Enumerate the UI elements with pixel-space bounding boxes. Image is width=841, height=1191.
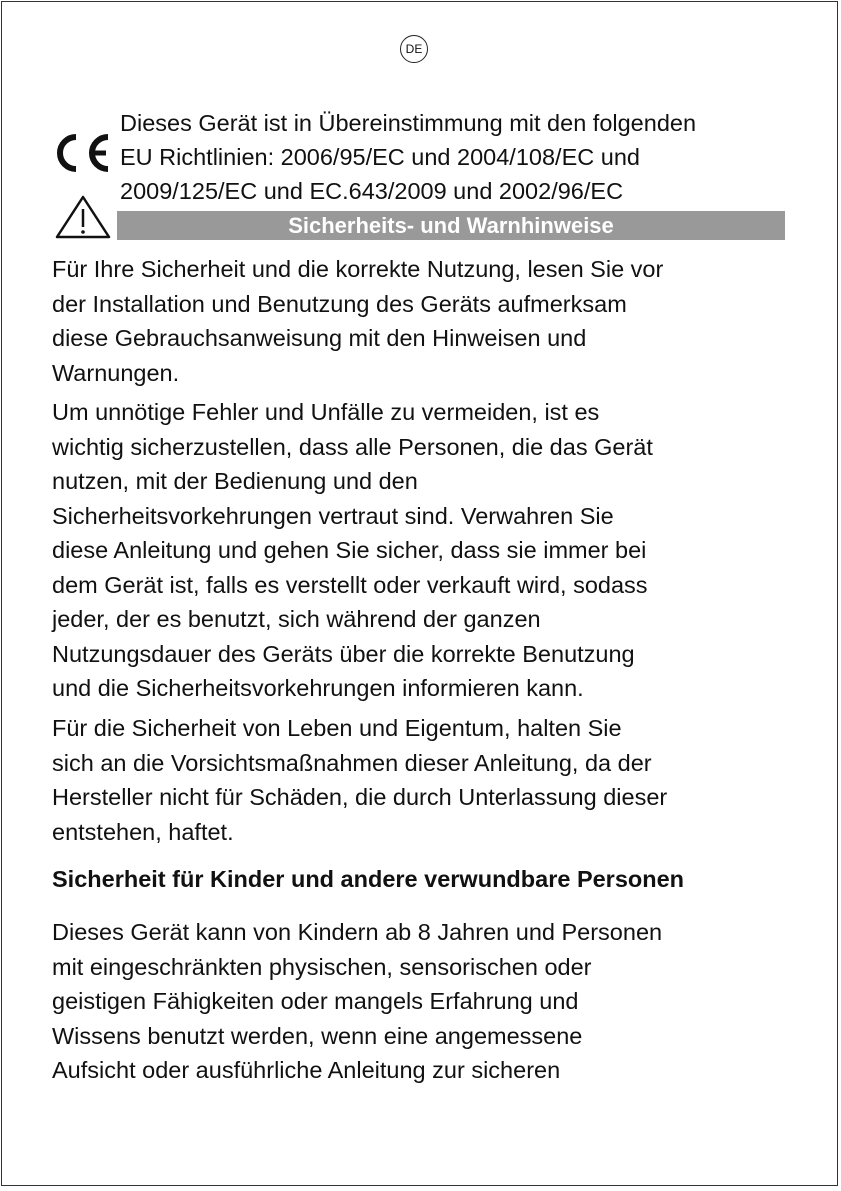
paragraph-line: entstehen, haftet. — [52, 818, 234, 845]
paragraph-line: nutzen, mit der Bedienung und den — [52, 468, 418, 494]
paragraph-line: dem Gerät ist, falls es verstellt oder verkauft wird, sodass — [52, 571, 648, 598]
compliance-line: 2009/125/EC und EC.643/2009 und 2002/96/EC — [120, 178, 624, 204]
warning-triangle-icon — [54, 194, 112, 240]
paragraph-line: Warnungen. — [52, 359, 180, 386]
paragraph-line: Für die Sicherheit von Leben und Eigentum, halten Sie — [52, 715, 622, 741]
paragraph-line: jeder, der es benutzt, sich während der ganzen — [52, 606, 541, 632]
paragraph-line: Wissens benutzt werden, wenn eine angemessene — [52, 1022, 583, 1049]
paragraph-liability — [52, 711, 812, 849]
ce-mark-icon — [50, 132, 112, 174]
paragraph-line: und die Sicherheitsvorkehrungen informieren kann. — [52, 675, 584, 701]
paragraph-line: Dieses Gerät kann von Kindern ab 8 Jahren und Personen — [52, 919, 663, 945]
paragraph-line: diese Anleitung und gehen Sie sicher, dass sie immer bei — [52, 537, 647, 563]
paragraph-line: Hersteller nicht für Schäden, die durch Unterlassung dieser — [52, 784, 668, 810]
paragraph-line: Um unnötige Fehler und Unfälle zu vermeiden, ist es — [52, 399, 600, 425]
paragraph-avoid-errors — [52, 395, 812, 706]
compliance-line: Dieses Gerät ist in Übereinstimmung mit den folgenden — [120, 110, 697, 136]
paragraph-line: sich an die Vorsichtsmaßnahmen dieser Anleitung, da der — [52, 749, 652, 776]
paragraph-line: mit eingeschränkten physischen, sensorischen oder — [52, 953, 592, 980]
compliance-line: EU Richtlinien: 2006/95/EC und 2004/108/EC und — [120, 144, 640, 170]
paragraph-line: Nutzungsdauer des Geräts über die korrekte Benutzung — [52, 640, 635, 667]
children-safety-heading: Sicherheit für Kinder und andere verwundbare Personen — [52, 866, 685, 892]
paragraph-line: Für Ihre Sicherheit und die korrekte Nutzung, lesen Sie vor — [52, 256, 664, 282]
section-title-bar: Sicherheits- und Warnhinweise — [117, 211, 785, 240]
compliance-statement — [120, 106, 820, 208]
language-badge: DE — [400, 35, 428, 63]
paragraph-line: der Installation und Benutzung des Geräts aufmerksam — [52, 290, 627, 317]
paragraph-safety-intro — [52, 252, 812, 390]
paragraph-line: diese Gebrauchsanweisung mit den Hinweisen und — [52, 325, 587, 351]
paragraph-line: geistigen Fähigkeiten oder mangels Erfahrung und — [52, 988, 579, 1014]
paragraph-line: wichtig sicherzustellen, dass alle Personen, die das Gerät — [52, 433, 653, 460]
paragraph-line: Aufsicht oder ausführliche Anleitung zur sicheren — [52, 1057, 561, 1083]
paragraph-line: Sicherheitsvorkehrungen vertraut sind. Verwahren Sie — [52, 502, 614, 529]
paragraph-children-safety — [52, 915, 812, 1088]
